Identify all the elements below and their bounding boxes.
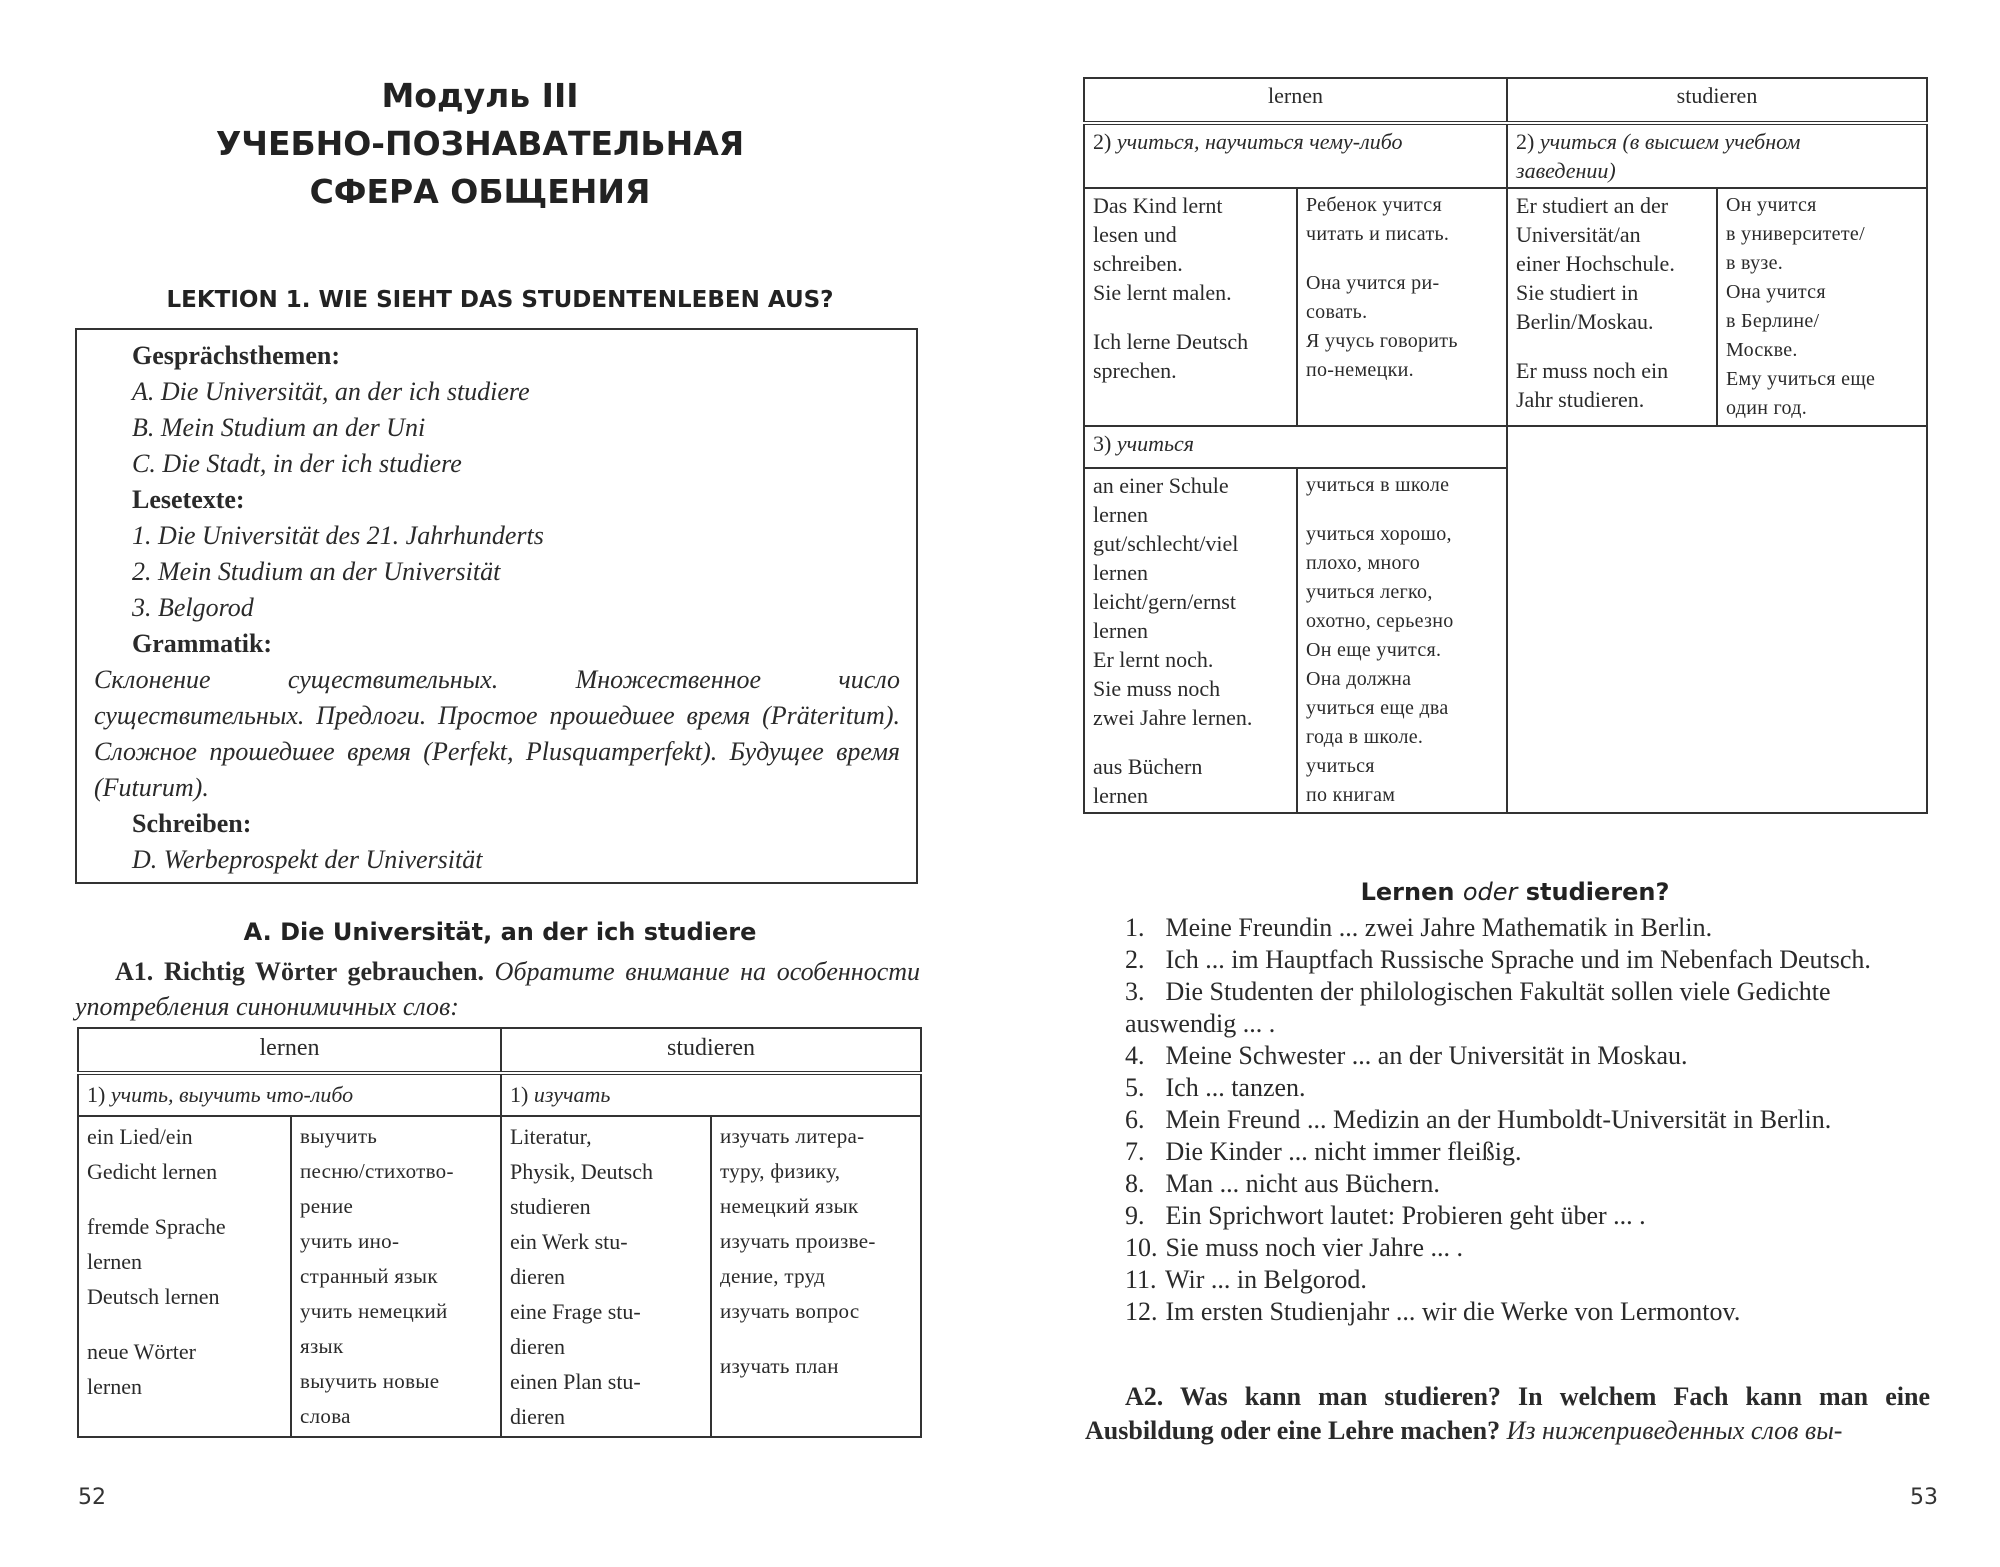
cell-line: учиться еще два: [1306, 697, 1449, 719]
table-subheader-lernen: [1084, 123, 1507, 188]
cell-line: an einer Schule: [1093, 473, 1229, 498]
cell-line: dieren: [510, 1334, 565, 1359]
cell-line: Ребенок учится: [1306, 194, 1442, 216]
cell-line: leicht/gern/ernst: [1093, 589, 1236, 614]
sentence-number: 4.: [1125, 1041, 1145, 1070]
cell-line: aus Büchern: [1093, 754, 1203, 779]
cell-line: dieren: [510, 1404, 565, 1429]
sentence-item: [1085, 1200, 1930, 1232]
reading-text-item: 3. Belgorod: [132, 593, 254, 622]
cell-line: Jahr studieren.: [1516, 387, 1645, 412]
cell-line: изучать литера-: [720, 1124, 865, 1148]
cell-line: Physik, Deutsch: [510, 1159, 653, 1184]
sentence-number: 5.: [1125, 1073, 1145, 1102]
sentence-text: Meine Schwester ... an der Universität in Moskau.: [1159, 1041, 1688, 1070]
cell-spacer: [720, 1384, 912, 1404]
cell-line: рение: [300, 1194, 354, 1218]
cell-spacer: [87, 1314, 282, 1334]
cell-line: lernen: [1093, 618, 1148, 643]
table-header-studieren: studieren: [1507, 78, 1927, 123]
cell-line: Он учится: [1726, 194, 1817, 216]
cell-line: einen Plan stu-: [510, 1369, 641, 1394]
subheader-text: учить, выучить что-либо: [110, 1082, 354, 1107]
subheader-number: 2): [1516, 129, 1535, 154]
cell-line: lernen: [87, 1374, 142, 1399]
topics-box: [75, 328, 918, 884]
table-cell: [78, 1116, 291, 1437]
subheader-text: изучать: [533, 1082, 611, 1107]
cell-line: lernen: [1093, 560, 1148, 585]
topic-item: B. Mein Studium an der Uni: [132, 413, 426, 442]
sentence-number: 10.: [1125, 1233, 1158, 1262]
sentence-number: 1.: [1125, 913, 1145, 942]
table-cell: [291, 1116, 501, 1437]
sentence-item: [1085, 1264, 1930, 1296]
reading-text-item: 1. Die Universität des 21. Jahrhunderts: [132, 521, 544, 550]
subheader-text: учиться: [1539, 129, 1617, 154]
sentence-item: [1085, 1104, 1930, 1136]
sentence-list: [1085, 912, 1930, 1328]
sentence-item: [1085, 1040, 1930, 1072]
reading-text-item: 2. Mein Studium an der Universität: [132, 557, 501, 586]
cell-line: Я учусь говорить: [1306, 330, 1458, 352]
cell-line: изучать вопрос: [720, 1299, 860, 1323]
cell-line: немецкий язык: [720, 1194, 859, 1218]
subheader-text: учиться: [1116, 431, 1194, 456]
sentence-text: Die Studenten der philologischen Fakultät sollen viele Gedichte auswendig ... .: [1125, 977, 1831, 1038]
cell-line: по книгам: [1306, 784, 1396, 806]
sentence-number: 3.: [1125, 977, 1145, 1006]
cell-line: выучить новые: [300, 1369, 440, 1393]
cell-line: совать.: [1306, 301, 1368, 323]
cell-line: в Берлине/: [1726, 310, 1820, 332]
table-cell: [1084, 188, 1297, 426]
sentence-number: 6.: [1125, 1105, 1145, 1134]
sentence-item: [1085, 1168, 1930, 1200]
cell-line: дение, труд: [720, 1264, 826, 1288]
table-subheader-studieren: [501, 1073, 921, 1116]
page-number: 52: [78, 1485, 106, 1510]
module-title: [200, 72, 760, 216]
cell-line: Deutsch lernen: [87, 1284, 220, 1309]
sentence-number: 7.: [1125, 1137, 1145, 1166]
sentence-text: Sie muss noch vier Jahre ... .: [1159, 1233, 1464, 1262]
sentence-text: Ich ... im Hauptfach Russische Sprache und im Nebenfach Deutsch.: [1159, 945, 1871, 974]
subheader-text: учиться, научиться чему-либо: [1116, 129, 1403, 154]
cell-line: изучать произве-: [720, 1229, 876, 1253]
module-title-line: Модуль III: [381, 76, 579, 115]
sentence-item: [1085, 1072, 1930, 1104]
cell-line: песню/стихотво-: [300, 1159, 454, 1183]
cell-line: fremde Sprache: [87, 1214, 226, 1239]
cell-spacer: [87, 1189, 282, 1209]
cell-line: Он еще учится.: [1306, 639, 1442, 661]
exercise-a2-instruction: Из нижеприведенных слов вы-: [1506, 1416, 1843, 1445]
sentence-number: 11.: [1125, 1265, 1157, 1294]
sentence-item: [1085, 976, 1930, 1040]
cell-line: Das Kind lernt: [1093, 193, 1223, 218]
section-title: A. Die Universität, an der ich studiere: [243, 918, 757, 946]
sentence-text: Die Kinder ... nicht immer fleißig.: [1159, 1137, 1522, 1166]
topics-heading: Gesprächsthemen:: [132, 341, 340, 370]
cell-line: Она учится: [1726, 281, 1826, 303]
subheader-number: 1): [510, 1082, 529, 1107]
table-cell: [1084, 468, 1297, 813]
cell-line: охотно, серьезно: [1306, 610, 1454, 632]
cell-line: einer Hochschule.: [1516, 251, 1675, 276]
cell-line: года в школе.: [1306, 726, 1424, 748]
exercise-title-or: oder: [1462, 878, 1518, 906]
cell-line: Er lernt noch.: [1093, 647, 1214, 672]
cell-line: Она учится ри-: [1306, 272, 1440, 294]
cell-line: Literatur,: [510, 1124, 592, 1149]
cell-line: учиться хорошо,: [1306, 523, 1452, 545]
grammar-text: Склонение существительных. Множественное число существительных. Предлоги. Простое прошедшее время (Präteritum). Сложное прошедшее время (Perfekt, Plusquamperfekt). Будущее время (Futurum).: [94, 665, 900, 802]
sentence-text: Ich ... tanzen.: [1159, 1073, 1306, 1102]
table-subheader-lernen: [78, 1073, 501, 1116]
exercise-title: [1090, 878, 1940, 906]
sentence-number: 2.: [1125, 945, 1145, 974]
subheader-number: 1): [87, 1082, 106, 1107]
exercise-a1-label: A1. Richtig Wörter gebrauchen.: [115, 957, 484, 986]
table-empty-cell: [1507, 426, 1927, 813]
sentence-text: Man ... nicht aus Büchern.: [1159, 1169, 1440, 1198]
right-page: [1000, 0, 2000, 1567]
cell-line: в университете/: [1726, 223, 1865, 245]
cell-line: учиться в школе: [1306, 474, 1450, 496]
sentence-number: 8.: [1125, 1169, 1145, 1198]
cell-line: Er muss noch ein: [1516, 358, 1669, 383]
table-cell: [711, 1116, 921, 1437]
cell-line: язык: [300, 1334, 344, 1358]
cell-line: Universität/an: [1516, 222, 1641, 247]
cell-line: в вузе.: [1726, 252, 1784, 274]
cell-line: Москве.: [1726, 339, 1798, 361]
cell-line: учить ино-: [300, 1229, 400, 1253]
table-subheader-studieren: [1507, 123, 1927, 188]
subheader-text: заведении): [1516, 158, 1616, 183]
sentence-item: [1085, 944, 1930, 976]
cell-line: Sie studiert in: [1516, 280, 1639, 305]
sentence-item: [1085, 1136, 1930, 1168]
sentence-number: 9.: [1125, 1201, 1145, 1230]
cell-line: Она должна: [1306, 668, 1412, 690]
table-header-lernen: lernen: [1084, 78, 1507, 123]
cell-spacer: [720, 1329, 912, 1349]
sentence-text: Im ersten Studienjahr ... wir die Werke von Lermontov.: [1159, 1297, 1741, 1326]
module-title-line: УЧЕБНО-ПОЗНАВАТЕЛЬНАЯ: [215, 124, 745, 163]
cell-line: dieren: [510, 1264, 565, 1289]
table-cell: [1297, 188, 1507, 426]
cell-line: Er studiert an der: [1516, 193, 1669, 218]
table-header-lernen: lernen: [78, 1028, 501, 1073]
cell-line: учить немецкий: [300, 1299, 448, 1323]
cell-line: Sie lernt malen.: [1093, 280, 1232, 305]
sentence-item: [1085, 1296, 1930, 1328]
cell-line: lernen: [1093, 502, 1148, 527]
cell-line: учиться: [1306, 755, 1375, 777]
writing-item: D. Werbeprospekt der Universität: [132, 845, 483, 874]
cell-line: lesen und: [1093, 222, 1177, 247]
cell-line: учиться легко,: [1306, 581, 1433, 603]
cell-line: слова: [300, 1404, 351, 1428]
cell-line: Ich lerne Deutsch: [1093, 329, 1249, 354]
topic-item: A. Die Universität, an der ich studiere: [132, 377, 530, 406]
subheader-number: 2): [1093, 129, 1112, 154]
reading-texts-heading: Lesetexte:: [132, 485, 245, 514]
topic-item: C. Die Stadt, in der ich studiere: [132, 449, 462, 478]
sentence-text: Wir ... in Belgorod.: [1159, 1265, 1367, 1294]
cell-line: выучить: [300, 1124, 378, 1148]
lesson-title: LEKTION 1. WIE SIEHT DAS STUDENTENLEBEN AUS?: [166, 287, 834, 313]
sentence-item: [1085, 1232, 1930, 1264]
table-subheader-lernen: [1084, 426, 1507, 468]
cell-line: изучать план: [720, 1354, 839, 1378]
page-number: 53: [1910, 1485, 1938, 1510]
table-cell: [501, 1116, 711, 1437]
sentence-text: Meine Freundin ... zwei Jahre Mathematik in Berlin.: [1159, 913, 1713, 942]
cell-line: lernen: [1093, 783, 1148, 808]
sentence-item: [1085, 912, 1930, 944]
cell-line: Ему учиться еще: [1726, 368, 1876, 390]
cell-line: studieren: [510, 1194, 591, 1219]
cell-line: gut/schlecht/viel: [1093, 531, 1239, 556]
cell-spacer: [1306, 249, 1498, 269]
grammar-heading: Grammatik:: [132, 629, 273, 658]
cell-line: один год.: [1726, 397, 1808, 419]
table-cell: [1297, 468, 1507, 813]
subheader-text: (в высшем учебном: [1622, 129, 1801, 154]
vocab-table-left: [77, 1027, 922, 1438]
cell-spacer: [1306, 500, 1498, 520]
cell-spacer: [1093, 732, 1288, 752]
cell-line: Berlin/Moskau.: [1516, 309, 1654, 334]
exercise-a1-instruction: Обратите внимание на особенности употребления синонимичных слов:: [75, 957, 921, 1021]
cell-line: читать и писать.: [1306, 223, 1450, 245]
module-title-line: СФЕРА ОБЩЕНИЯ: [309, 172, 651, 211]
cell-line: по-немецки.: [1306, 359, 1414, 381]
cell-line: neue Wörter: [87, 1339, 196, 1364]
cell-line: schreiben.: [1093, 251, 1183, 276]
subheader-number: 3): [1093, 431, 1112, 456]
cell-line: Sie muss noch: [1093, 676, 1221, 701]
cell-line: странный язык: [300, 1264, 438, 1288]
sentence-number: 12.: [1125, 1297, 1158, 1326]
cell-line: lernen: [87, 1249, 142, 1274]
exercise-a2-label: A2. Was kann man studieren? In welchem Fach kann man eine Ausbildung oder eine Lehre machen?: [1085, 1382, 1930, 1445]
cell-spacer: [1516, 336, 1708, 356]
sentence-text: Ein Sprichwort lautet: Probieren geht über ... .: [1159, 1201, 1646, 1230]
cell-line: zwei Jahre lernen.: [1093, 705, 1253, 730]
cell-line: Gedicht lernen: [87, 1159, 218, 1184]
cell-line: туру, физику,: [720, 1159, 841, 1183]
cell-line: eine Frage stu-: [510, 1299, 641, 1324]
cell-line: ein Lied/ein: [87, 1124, 193, 1149]
exercise-a2: [1085, 1380, 1930, 1448]
cell-spacer: [1093, 307, 1288, 327]
cell-line: ein Werk stu-: [510, 1229, 628, 1254]
sentence-text: Mein Freund ... Medizin an der Humboldt-Universität in Berlin.: [1159, 1105, 1832, 1134]
exercise-title-word: studieren?: [1525, 878, 1670, 906]
cell-line: sprechen.: [1093, 358, 1177, 383]
exercise-title-word: Lernen: [1360, 878, 1455, 906]
vocab-table-right: [1083, 77, 1928, 814]
table-cell: [1507, 188, 1717, 426]
table-cell: [1717, 188, 1927, 426]
exercise-a1: [75, 954, 920, 1024]
writing-heading: Schreiben:: [132, 809, 252, 838]
table-header-studieren: studieren: [501, 1028, 921, 1073]
cell-line: плохо, много: [1306, 552, 1421, 574]
